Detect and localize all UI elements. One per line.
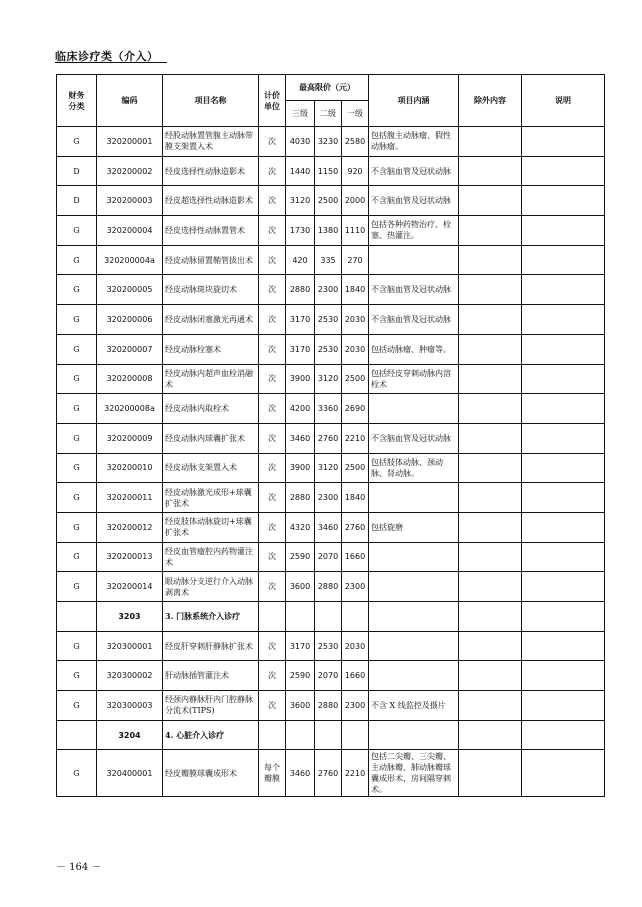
code-cell: 320200011 <box>97 483 163 513</box>
exclusions-cell <box>459 631 522 661</box>
notes-cell <box>522 453 605 483</box>
price-level1-cell: 2300 <box>342 691 369 721</box>
price-level1-cell: 2000 <box>342 186 369 216</box>
exclusions-cell <box>459 364 522 394</box>
exclusions-cell <box>459 156 522 186</box>
fee-table-body <box>57 127 605 797</box>
price-level3-cell: 1730 <box>286 216 315 246</box>
notes-cell <box>522 572 605 602</box>
section-title: 临床诊疗类（介入） <box>55 50 159 63</box>
category-cell: G <box>57 572 97 602</box>
exclusions-cell <box>459 245 522 275</box>
table-row <box>57 334 605 364</box>
price-level2-cell: 2760 <box>315 423 342 453</box>
unit-cell: 次 <box>259 423 286 453</box>
table-row <box>57 305 605 335</box>
price-level1-cell: 2030 <box>342 334 369 364</box>
price-level3-cell: 3460 <box>286 423 315 453</box>
code-cell: 320200012 <box>97 512 163 542</box>
content-cell: 包括经皮穿刺动脉内溶栓术 <box>369 364 459 394</box>
item-name-cell: 眼动脉分支逆行介入动脉剥离术 <box>163 572 259 602</box>
unit-cell: 次 <box>259 453 286 483</box>
notes-cell <box>522 156 605 186</box>
price-level3-cell: 2590 <box>286 542 315 572</box>
price-level2-cell: 2500 <box>315 186 342 216</box>
item-name-cell: 经颈内静脉肝内门腔静脉分流术(TIPS) <box>163 691 259 721</box>
exclusions-cell <box>459 542 522 572</box>
item-name-cell: 经皮动脉内球囊扩张术 <box>163 423 259 453</box>
item-name-cell: 经皮选择性动脉置管术 <box>163 216 259 246</box>
content-cell <box>369 542 459 572</box>
exclusions-cell <box>459 691 522 721</box>
item-name-cell: 经皮动脉留置鞘管拔出术 <box>163 245 259 275</box>
price-level1-cell: 2210 <box>342 750 369 797</box>
notes-cell <box>522 275 605 305</box>
price-level2-cell: 2070 <box>315 661 342 691</box>
price-level3-cell: 3900 <box>286 364 315 394</box>
table-row <box>57 245 605 275</box>
price-level3-cell: 3460 <box>286 750 315 797</box>
category-cell: G <box>57 127 97 157</box>
price-level1-cell: 2500 <box>342 453 369 483</box>
price-level2-cell: 3230 <box>315 127 342 157</box>
category-cell: G <box>57 542 97 572</box>
notes-cell <box>522 334 605 364</box>
code-cell: 3204 <box>97 720 163 750</box>
price-level3-cell: 3170 <box>286 631 315 661</box>
price-level2-cell: 2300 <box>315 483 342 513</box>
content-cell: 包括肢体动脉、颈动脉、肾动脉。 <box>369 453 459 483</box>
item-name-cell: 经皮动脉内超声血栓消融术 <box>163 364 259 394</box>
header-unit: 计价 单位 <box>259 75 286 127</box>
price-level2-cell: 2760 <box>315 750 342 797</box>
code-cell: 320200006 <box>97 305 163 335</box>
code-cell: 320200009 <box>97 423 163 453</box>
price-level3-cell: 2880 <box>286 275 315 305</box>
table-row <box>57 691 605 721</box>
price-level1-cell: 270 <box>342 245 369 275</box>
price-level3-cell: 3600 <box>286 572 315 602</box>
code-cell: 320300002 <box>97 661 163 691</box>
content-cell <box>369 483 459 513</box>
header-max-price: 最高限价（元） <box>286 75 369 101</box>
unit-cell: 次 <box>259 542 286 572</box>
price-level1-cell: 1840 <box>342 483 369 513</box>
price-level2-cell: 2530 <box>315 631 342 661</box>
item-name-cell: 经皮动脉激光成形+球囊扩张术 <box>163 483 259 513</box>
exclusions-cell <box>459 127 522 157</box>
header-content: 项目内涵 <box>369 75 459 127</box>
content-cell: 包括旋磨 <box>369 512 459 542</box>
notes-cell <box>522 750 605 797</box>
notes-cell <box>522 186 605 216</box>
item-name-cell: 经皮动脉斑块旋切术 <box>163 275 259 305</box>
price-level3-cell: 3170 <box>286 334 315 364</box>
notes-cell <box>522 127 605 157</box>
price-level2-cell: 2530 <box>315 334 342 364</box>
price-level2-cell <box>315 602 342 632</box>
item-name-cell: 经皮肢体动脉旋切+球囊扩张术 <box>163 512 259 542</box>
exclusions-cell <box>459 453 522 483</box>
unit-cell: 次 <box>259 691 286 721</box>
unit-cell: 次 <box>259 186 286 216</box>
price-level1-cell: 2300 <box>342 572 369 602</box>
notes-cell <box>522 602 605 632</box>
content-cell: 不含脑血管及冠状动脉 <box>369 305 459 335</box>
price-level3-cell <box>286 602 315 632</box>
code-cell: 320200004a <box>97 245 163 275</box>
category-cell: G <box>57 512 97 542</box>
price-level3-cell: 420 <box>286 245 315 275</box>
exclusions-cell <box>459 512 522 542</box>
item-name-cell: 经皮超选择性动脉造影术 <box>163 186 259 216</box>
content-cell: 不含脑血管及冠状动脉 <box>369 186 459 216</box>
exclusions-cell <box>459 720 522 750</box>
category-cell: G <box>57 275 97 305</box>
category-cell: G <box>57 334 97 364</box>
header-level1: 一级 <box>342 101 369 127</box>
price-level2-cell: 3120 <box>315 453 342 483</box>
category-cell: G <box>57 245 97 275</box>
item-name-cell: 经皮动脉支架置入术 <box>163 453 259 483</box>
category-cell: G <box>57 483 97 513</box>
price-level3-cell: 4320 <box>286 512 315 542</box>
unit-cell: 次 <box>259 483 286 513</box>
code-cell: 320200004 <box>97 216 163 246</box>
code-cell: 320200010 <box>97 453 163 483</box>
unit-cell: 次 <box>259 275 286 305</box>
price-level1-cell: 1660 <box>342 542 369 572</box>
code-cell: 320200003 <box>97 186 163 216</box>
header-name: 项目名称 <box>163 75 259 127</box>
price-level1-cell: 2210 <box>342 423 369 453</box>
item-name-cell: 经皮瓣膜球囊成形术 <box>163 750 259 797</box>
unit-cell: 每个瓣膜 <box>259 750 286 797</box>
exclusions-cell <box>459 423 522 453</box>
code-cell: 320200001 <box>97 127 163 157</box>
price-level3-cell: 3900 <box>286 453 315 483</box>
content-cell <box>369 720 459 750</box>
item-name-cell: 经皮动脉闭塞激光再通术 <box>163 305 259 335</box>
exclusions-cell <box>459 186 522 216</box>
category-cell <box>57 602 97 632</box>
table-row <box>57 423 605 453</box>
price-level2-cell: 2300 <box>315 275 342 305</box>
price-level3-cell: 3170 <box>286 305 315 335</box>
content-cell <box>369 572 459 602</box>
unit-cell <box>259 720 286 750</box>
price-level1-cell: 1840 <box>342 275 369 305</box>
code-cell: 3203 <box>97 602 163 632</box>
category-cell: G <box>57 691 97 721</box>
table-row <box>57 750 605 797</box>
price-level3-cell <box>286 720 315 750</box>
table-row <box>57 156 605 186</box>
category-cell: D <box>57 186 97 216</box>
unit-cell: 次 <box>259 631 286 661</box>
price-level1-cell: 1660 <box>342 661 369 691</box>
header-code: 编码 <box>97 75 163 127</box>
exclusions-cell <box>459 305 522 335</box>
price-level1-cell: 2030 <box>342 631 369 661</box>
price-level1-cell: 2580 <box>342 127 369 157</box>
notes-cell <box>522 216 605 246</box>
notes-cell <box>522 305 605 335</box>
price-level3-cell: 2880 <box>286 483 315 513</box>
content-cell: 包括动脉瘤、肿瘤等。 <box>369 334 459 364</box>
notes-cell <box>522 691 605 721</box>
exclusions-cell <box>459 661 522 691</box>
notes-cell <box>522 720 605 750</box>
table-row <box>57 483 605 513</box>
table-row <box>57 572 605 602</box>
price-level1-cell: 920 <box>342 156 369 186</box>
unit-cell: 次 <box>259 156 286 186</box>
price-level3-cell: 4200 <box>286 394 315 424</box>
table-row <box>57 216 605 246</box>
category-cell: G <box>57 305 97 335</box>
unit-cell: 次 <box>259 305 286 335</box>
item-name-cell: 4. 心脏介入诊疗 <box>163 720 259 750</box>
unit-cell: 次 <box>259 334 286 364</box>
content-cell: 不含脑血管及冠状动脉 <box>369 423 459 453</box>
code-cell: 320200014 <box>97 572 163 602</box>
price-level1-cell: 1110 <box>342 216 369 246</box>
unit-cell: 次 <box>259 661 286 691</box>
header-level2: 二级 <box>315 101 342 127</box>
section-row <box>57 602 605 632</box>
price-level2-cell: 2880 <box>315 691 342 721</box>
fee-table <box>56 74 605 797</box>
price-level1-cell <box>342 720 369 750</box>
price-level3-cell: 4030 <box>286 127 315 157</box>
table-row <box>57 186 605 216</box>
unit-cell: 次 <box>259 512 286 542</box>
price-level3-cell: 3600 <box>286 691 315 721</box>
price-level2-cell <box>315 720 342 750</box>
exclusions-cell <box>459 394 522 424</box>
price-level1-cell: 2030 <box>342 305 369 335</box>
header-row <box>57 75 605 101</box>
exclusions-cell <box>459 602 522 632</box>
exclusions-cell <box>459 572 522 602</box>
price-level2-cell: 1380 <box>315 216 342 246</box>
price-level1-cell: 2760 <box>342 512 369 542</box>
table-row <box>57 631 605 661</box>
header-level3: 三级 <box>286 101 315 127</box>
unit-cell: 次 <box>259 245 286 275</box>
item-name-cell: 经皮动脉内取栓术 <box>163 394 259 424</box>
price-level3-cell: 1440 <box>286 156 315 186</box>
section-row <box>57 720 605 750</box>
notes-cell <box>522 661 605 691</box>
item-name-cell: 经皮动脉栓塞术 <box>163 334 259 364</box>
header-notes: 说明 <box>522 75 605 127</box>
price-level2-cell: 2070 <box>315 542 342 572</box>
category-cell: G <box>57 453 97 483</box>
header-category: 财务 分类 <box>57 75 97 127</box>
category-cell: G <box>57 631 97 661</box>
category-cell: G <box>57 750 97 797</box>
price-level2-cell: 2880 <box>315 572 342 602</box>
price-level2-cell: 3360 <box>315 394 342 424</box>
price-level2-cell: 3120 <box>315 364 342 394</box>
content-cell <box>369 602 459 632</box>
price-level2-cell: 3460 <box>315 512 342 542</box>
category-cell <box>57 720 97 750</box>
item-name-cell: 经皮肝穿刺肝静脉扩张术 <box>163 631 259 661</box>
price-level3-cell: 2590 <box>286 661 315 691</box>
item-name-cell: 经皮血管瘤腔内药物灌注术 <box>163 542 259 572</box>
unit-cell: 次 <box>259 572 286 602</box>
exclusions-cell <box>459 750 522 797</box>
unit-cell: 次 <box>259 394 286 424</box>
notes-cell <box>522 423 605 453</box>
item-name-cell: 肝动脉插管灌注术 <box>163 661 259 691</box>
code-cell: 320200002 <box>97 156 163 186</box>
content-cell: 包括各种药物治疗、栓塞、热灌注。 <box>369 216 459 246</box>
price-level2-cell: 2530 <box>315 305 342 335</box>
header-exclusions: 除外内容 <box>459 75 522 127</box>
table-row <box>57 275 605 305</box>
table-row <box>57 127 605 157</box>
code-cell: 320300001 <box>97 631 163 661</box>
content-cell <box>369 631 459 661</box>
price-level1-cell: 2690 <box>342 394 369 424</box>
code-cell: 320200008a <box>97 394 163 424</box>
exclusions-cell <box>459 483 522 513</box>
price-level2-cell: 335 <box>315 245 342 275</box>
item-name-cell: 经股动脉置管腹主动脉带膜支架置入术 <box>163 127 259 157</box>
exclusions-cell <box>459 334 522 364</box>
page-number: － 164 － <box>56 862 102 873</box>
code-cell: 320300003 <box>97 691 163 721</box>
code-cell: 320400001 <box>97 750 163 797</box>
content-cell: 不含脑血管及冠状动脉 <box>369 156 459 186</box>
category-cell: G <box>57 364 97 394</box>
notes-cell <box>522 483 605 513</box>
unit-cell: 次 <box>259 127 286 157</box>
notes-cell <box>522 512 605 542</box>
notes-cell <box>522 631 605 661</box>
code-cell: 320200005 <box>97 275 163 305</box>
content-cell: 不含脑血管及冠状动脉 <box>369 275 459 305</box>
section-title-underline <box>55 62 167 63</box>
table-row <box>57 394 605 424</box>
price-level1-cell <box>342 602 369 632</box>
category-cell: G <box>57 394 97 424</box>
code-cell: 320200013 <box>97 542 163 572</box>
unit-cell <box>259 602 286 632</box>
price-level3-cell: 3120 <box>286 186 315 216</box>
category-cell: D <box>57 156 97 186</box>
table-row <box>57 512 605 542</box>
unit-cell: 次 <box>259 216 286 246</box>
category-cell: G <box>57 423 97 453</box>
table-row <box>57 542 605 572</box>
exclusions-cell <box>459 216 522 246</box>
content-cell <box>369 394 459 424</box>
notes-cell <box>522 394 605 424</box>
category-cell: G <box>57 216 97 246</box>
table-row <box>57 364 605 394</box>
notes-cell <box>522 364 605 394</box>
price-level2-cell: 1150 <box>315 156 342 186</box>
item-name-cell: 3. 门脉系统介入诊疗 <box>163 602 259 632</box>
notes-cell <box>522 245 605 275</box>
content-cell <box>369 661 459 691</box>
content-cell: 包括腹主动脉瘤、假性动脉瘤。 <box>369 127 459 157</box>
content-cell: 不含 X 线监控及摄片 <box>369 691 459 721</box>
item-name-cell: 经皮选择性动脉造影术 <box>163 156 259 186</box>
content-cell <box>369 245 459 275</box>
exclusions-cell <box>459 275 522 305</box>
notes-cell <box>522 542 605 572</box>
unit-cell: 次 <box>259 364 286 394</box>
code-cell: 320200008 <box>97 364 163 394</box>
price-level1-cell: 2500 <box>342 364 369 394</box>
category-cell: G <box>57 661 97 691</box>
table-row <box>57 661 605 691</box>
code-cell: 320200007 <box>97 334 163 364</box>
content-cell: 包括二尖瓣、三尖瓣、主动脉瓣、肺动脉瓣球囊成形术，房间隔穿刺术。 <box>369 750 459 797</box>
table-row <box>57 453 605 483</box>
